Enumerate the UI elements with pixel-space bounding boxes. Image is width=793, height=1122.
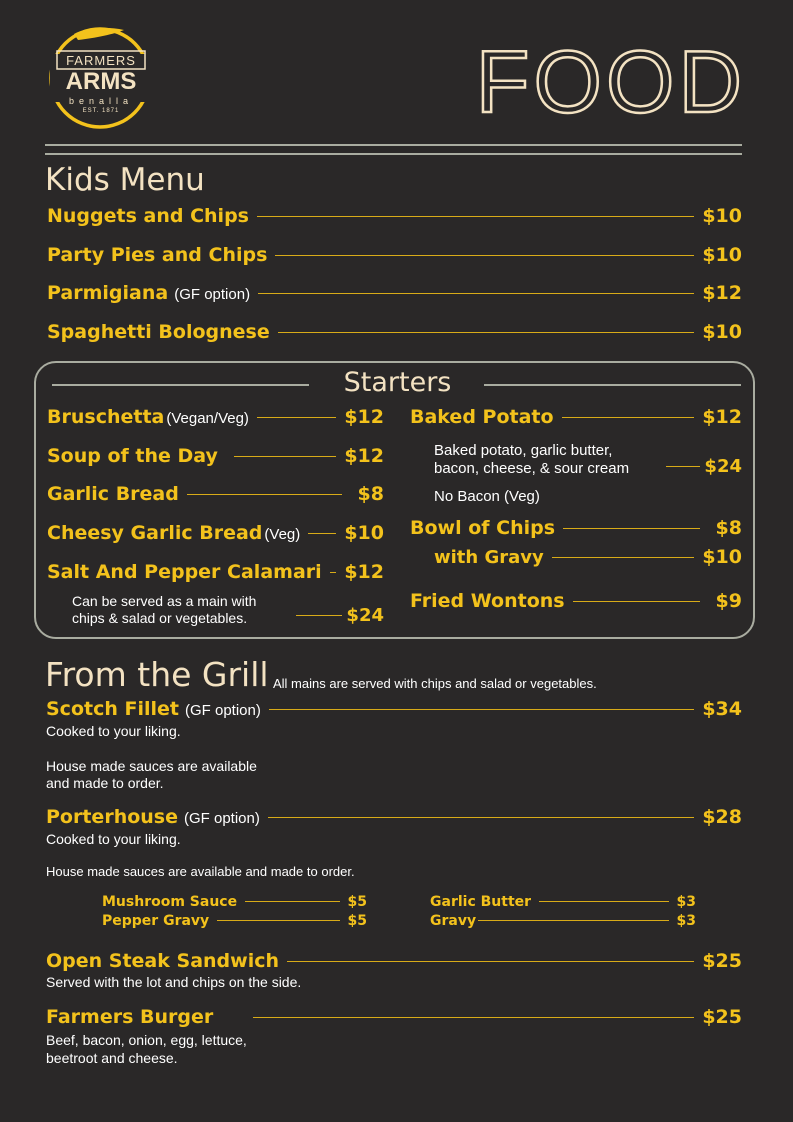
calamari-main-price-row — [290, 605, 384, 626]
item-price: $24 — [346, 605, 384, 626]
item-name: Bruschetta — [47, 406, 165, 428]
kids-item — [47, 244, 742, 266]
loaded-potato-price-row — [660, 456, 742, 477]
item-note: (GF option) — [184, 810, 260, 827]
sauce-item — [102, 913, 367, 929]
scotch-sauce-desc — [46, 758, 257, 792]
item-price: $5 — [347, 894, 367, 910]
item-price: $12 — [344, 561, 384, 583]
logo-top-text: FARMERS — [66, 53, 136, 68]
item-price: $10 — [702, 205, 742, 227]
item-name: Spaghetti Bolognese — [47, 321, 270, 343]
item-name: Scotch Fillet — [46, 698, 179, 720]
item-price: $8 — [715, 517, 742, 539]
desc-line: Baked potato, garlic butter, — [434, 442, 613, 459]
leader-line — [234, 456, 336, 457]
kids-item — [47, 282, 742, 304]
leader-line — [245, 901, 339, 902]
item-name: Pepper Gravy — [102, 913, 210, 929]
leader-line — [478, 920, 668, 921]
item-price: $12 — [344, 445, 384, 467]
item-name: Nuggets and Chips — [47, 205, 249, 227]
leader-line — [269, 709, 694, 710]
item-name: with Gravy — [434, 547, 544, 568]
item-price: $10 — [344, 522, 384, 544]
leader-line — [257, 417, 336, 418]
grill-item — [46, 950, 742, 972]
item-name: Soup of the Day — [47, 445, 218, 467]
logo-est-text: EST. 1871 — [82, 108, 120, 114]
starter-item — [47, 561, 384, 583]
item-price: $3 — [676, 894, 696, 910]
leader-line — [296, 615, 342, 616]
item-name: Open Steak Sandwich — [46, 950, 279, 972]
item-price: $8 — [357, 483, 384, 505]
item-name: Cheesy Garlic Bread — [47, 522, 263, 544]
item-note: (GF option) — [174, 286, 251, 303]
starter-item — [47, 522, 384, 544]
calamari-main-desc — [72, 593, 256, 627]
item-name: Garlic Bread — [47, 483, 179, 505]
grill-subheading: All mains are served with chips and salad or vegetables. — [273, 676, 597, 691]
kids-item — [47, 321, 742, 343]
item-price: $34 — [702, 698, 742, 720]
starter-item — [410, 590, 742, 612]
item-price: $25 — [702, 950, 742, 972]
page-title-text: FOOD — [475, 40, 746, 120]
item-note: (Vegan/Veg) — [166, 410, 249, 427]
item-price: $3 — [676, 913, 696, 929]
item-price: $12 — [702, 406, 742, 428]
logo-main-text: ARMS — [65, 68, 137, 95]
item-price: $10 — [702, 546, 742, 568]
kids-heading: Kids Menu — [45, 162, 205, 198]
header-rule-bottom — [45, 153, 742, 155]
leader-line — [552, 557, 695, 558]
grill-item — [46, 698, 742, 720]
leader-line — [268, 817, 694, 818]
starter-item — [47, 406, 384, 428]
leader-line — [258, 293, 694, 294]
item-price: $5 — [347, 913, 367, 929]
leader-line — [278, 332, 695, 333]
logo-sub-text: benalla — [68, 96, 134, 106]
starter-item — [47, 445, 384, 467]
starters-rule-left — [52, 384, 309, 386]
desc-line: Beef, bacon, onion, egg, lettuce, — [46, 1032, 247, 1048]
desc-line: beetroot and cheese. — [46, 1050, 178, 1066]
leader-line — [330, 572, 337, 573]
item-note: (GF option) — [184, 702, 261, 719]
item-name: Salt And Pepper Calamari — [47, 561, 322, 583]
leader-line — [308, 533, 336, 534]
sauce-item — [102, 894, 367, 910]
desc-line: chips & salad or vegetables. — [72, 610, 248, 626]
item-name: Garlic Butter — [430, 894, 532, 910]
item-price: $12 — [702, 282, 742, 304]
desc-line: House made sauces are available — [46, 758, 257, 774]
item-name: Parmigiana — [47, 282, 169, 304]
item-price: $12 — [344, 406, 384, 428]
leader-line — [563, 528, 700, 529]
item-name: Party Pies and Chips — [47, 244, 268, 266]
no-bacon-note: No Bacon (Veg) — [434, 488, 540, 505]
item-price: $25 — [702, 1006, 742, 1028]
item-name: Bowl of Chips — [410, 517, 556, 539]
porterhouse-desc: Cooked to your liking. — [46, 831, 181, 847]
item-name: Baked Potato — [410, 406, 554, 428]
item-price: $10 — [702, 244, 742, 266]
item-price: $28 — [702, 806, 742, 828]
starters-rule-right — [484, 384, 741, 386]
item-name: Gravy — [430, 913, 477, 929]
leader-line — [287, 961, 694, 962]
steak-sandwich-desc: Served with the lot and chips on the side. — [46, 974, 302, 990]
grill-item — [46, 806, 742, 828]
starter-item — [410, 406, 742, 428]
porterhouse-sauce-desc: House made sauces are available and made to order. — [46, 864, 355, 879]
sauce-item — [430, 913, 696, 929]
header-rule-top — [45, 144, 742, 146]
desc-line: Can be served as a main with — [72, 593, 257, 609]
item-price: $24 — [704, 456, 742, 477]
item-name: Porterhouse — [46, 806, 178, 828]
leader-line — [573, 601, 700, 602]
leader-line — [217, 920, 339, 921]
leader-line — [562, 417, 695, 418]
item-note: (Veg) — [264, 526, 301, 543]
burger-desc — [46, 1031, 247, 1067]
item-price: $9 — [715, 590, 742, 612]
leader-line — [666, 466, 700, 467]
grill-item — [46, 1006, 742, 1028]
loaded-potato-desc — [434, 442, 629, 478]
leader-line — [187, 494, 342, 495]
logo — [44, 26, 158, 130]
item-name: Fried Wontons — [410, 590, 565, 612]
leader-line — [253, 1017, 694, 1018]
scotch-desc: Cooked to your liking. — [46, 723, 181, 739]
leader-line — [257, 216, 694, 217]
leader-line — [539, 901, 668, 902]
kids-item — [47, 205, 742, 227]
grill-heading: From the Grill — [45, 655, 269, 694]
item-name: Mushroom Sauce — [102, 894, 238, 910]
starter-item — [47, 483, 384, 505]
sauce-item — [430, 894, 696, 910]
leader-line — [275, 255, 694, 256]
starter-item — [410, 517, 742, 539]
item-price: $10 — [702, 321, 742, 343]
item-name: Farmers Burger — [46, 1006, 214, 1028]
desc-line: bacon, cheese, & sour cream — [434, 460, 630, 477]
page-title — [470, 40, 760, 120]
starter-item — [434, 546, 742, 568]
desc-line: and made to order. — [46, 775, 164, 791]
starters-heading: Starters — [343, 367, 452, 398]
